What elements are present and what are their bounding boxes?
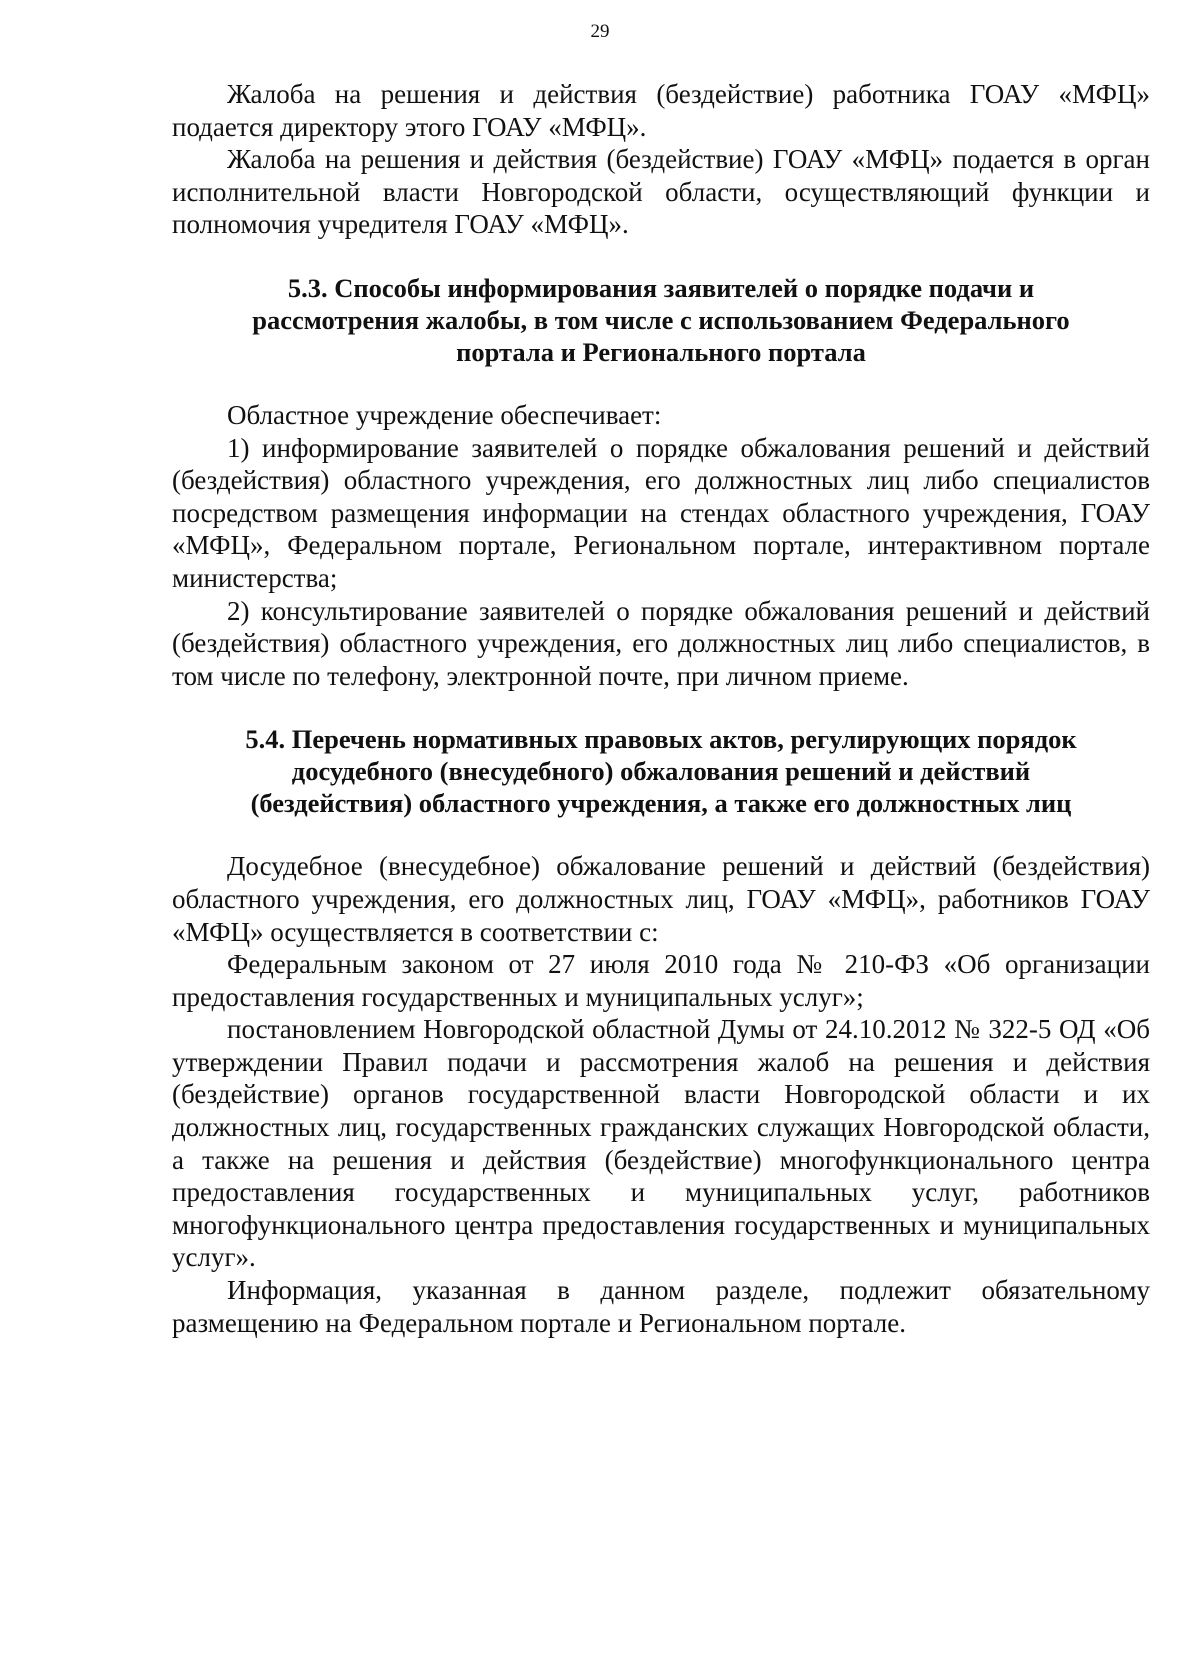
section-5-4-heading-line: 5.4. Перечень нормативных правовых актов, регулирующих порядок [245, 724, 1077, 755]
paragraph-provides: Областное учреждение обеспечивает: [227, 399, 662, 430]
section-5-3-heading-line: 5.3. Способы информирования заявителей о порядке подачи и [287, 272, 1035, 303]
page-number: 29 [590, 21, 610, 42]
section-5-3-heading [172, 272, 1150, 368]
section-5-3-heading-line: портала и Регионального портала [456, 336, 866, 367]
section-5-4-heading-line: (бездействия) областного учреждения, а также его должностных лиц [250, 788, 1072, 819]
paragraph-federal-law: Федеральным законом от 27 июля 2010 года № 210-ФЗ «Об организации предоставления государственных и муниципальных услуг»; [172, 949, 1150, 1012]
paragraph-publication: Информация, указанная в данном разделе, подлежит обязательному размещению на Федеральном портале и Региональном портале. [172, 1275, 1150, 1338]
paragraph-informing: 1) информирование заявителей о порядке обжалования решений и действий (бездействия) областного учреждения, его должностных лиц либо специалистов посредством размещения информации на стендах областного учреждения, ГОАУ «МФЦ», Федеральном портале, Региональном портале, интерактивном портале министерства; [172, 432, 1150, 593]
paragraph-pretrial-appeal: Досудебное (внесудебное) обжалование решений и действий (бездействия) областного учреждения, его должностных лиц, ГОАУ «МФЦ», работников ГОАУ «МФЦ» осуществляется в соответствии с: [172, 851, 1150, 947]
paragraph-complaint-authority: Жалоба на решения и действия (бездействие) ГОАУ «МФЦ» подается в орган исполнительной власти Новгородской области, осуществляющий функции и полномочия учредителя ГОАУ «МФЦ». [172, 144, 1150, 240]
page-content [172, 78, 1150, 1339]
paragraph-consulting: 2) консультирование заявителей о порядке обжалования решений и действий (бездействия) областного учреждения, его должностных лиц либо специалистов, в том числе по телефону, электронной почте, при личном приеме. [172, 595, 1150, 691]
paragraph-regional-resolution: постановлением Новгородской областной Думы от 24.10.2012 № 322-5 ОД «Об утверждении Правил подачи и рассмотрения жалоб на решения и действия (бездействие) органов государственной власти Новгородской области и их должностных лиц, государственных гражданских служащих Новгородской области, а также на решения и действия (бездействие) многофункционального центра предоставления государственных и муниципальных услуг, работников многофункционального центра предоставления государственных и муниципальных услуг». [172, 1014, 1150, 1273]
section-5-4-heading [172, 723, 1150, 819]
section-5-3-heading-line: рассмотрения жалобы, в том числе с использованием Федерального [252, 304, 1070, 335]
paragraph-complaint-director: Жалоба на решения и действия (бездействие) работника ГОАУ «МФЦ» подается директору этого ГОАУ «МФЦ». [172, 79, 1150, 142]
section-5-4-heading-line: досудебного (внесудебного) обжалования решений и действий [291, 756, 1031, 787]
